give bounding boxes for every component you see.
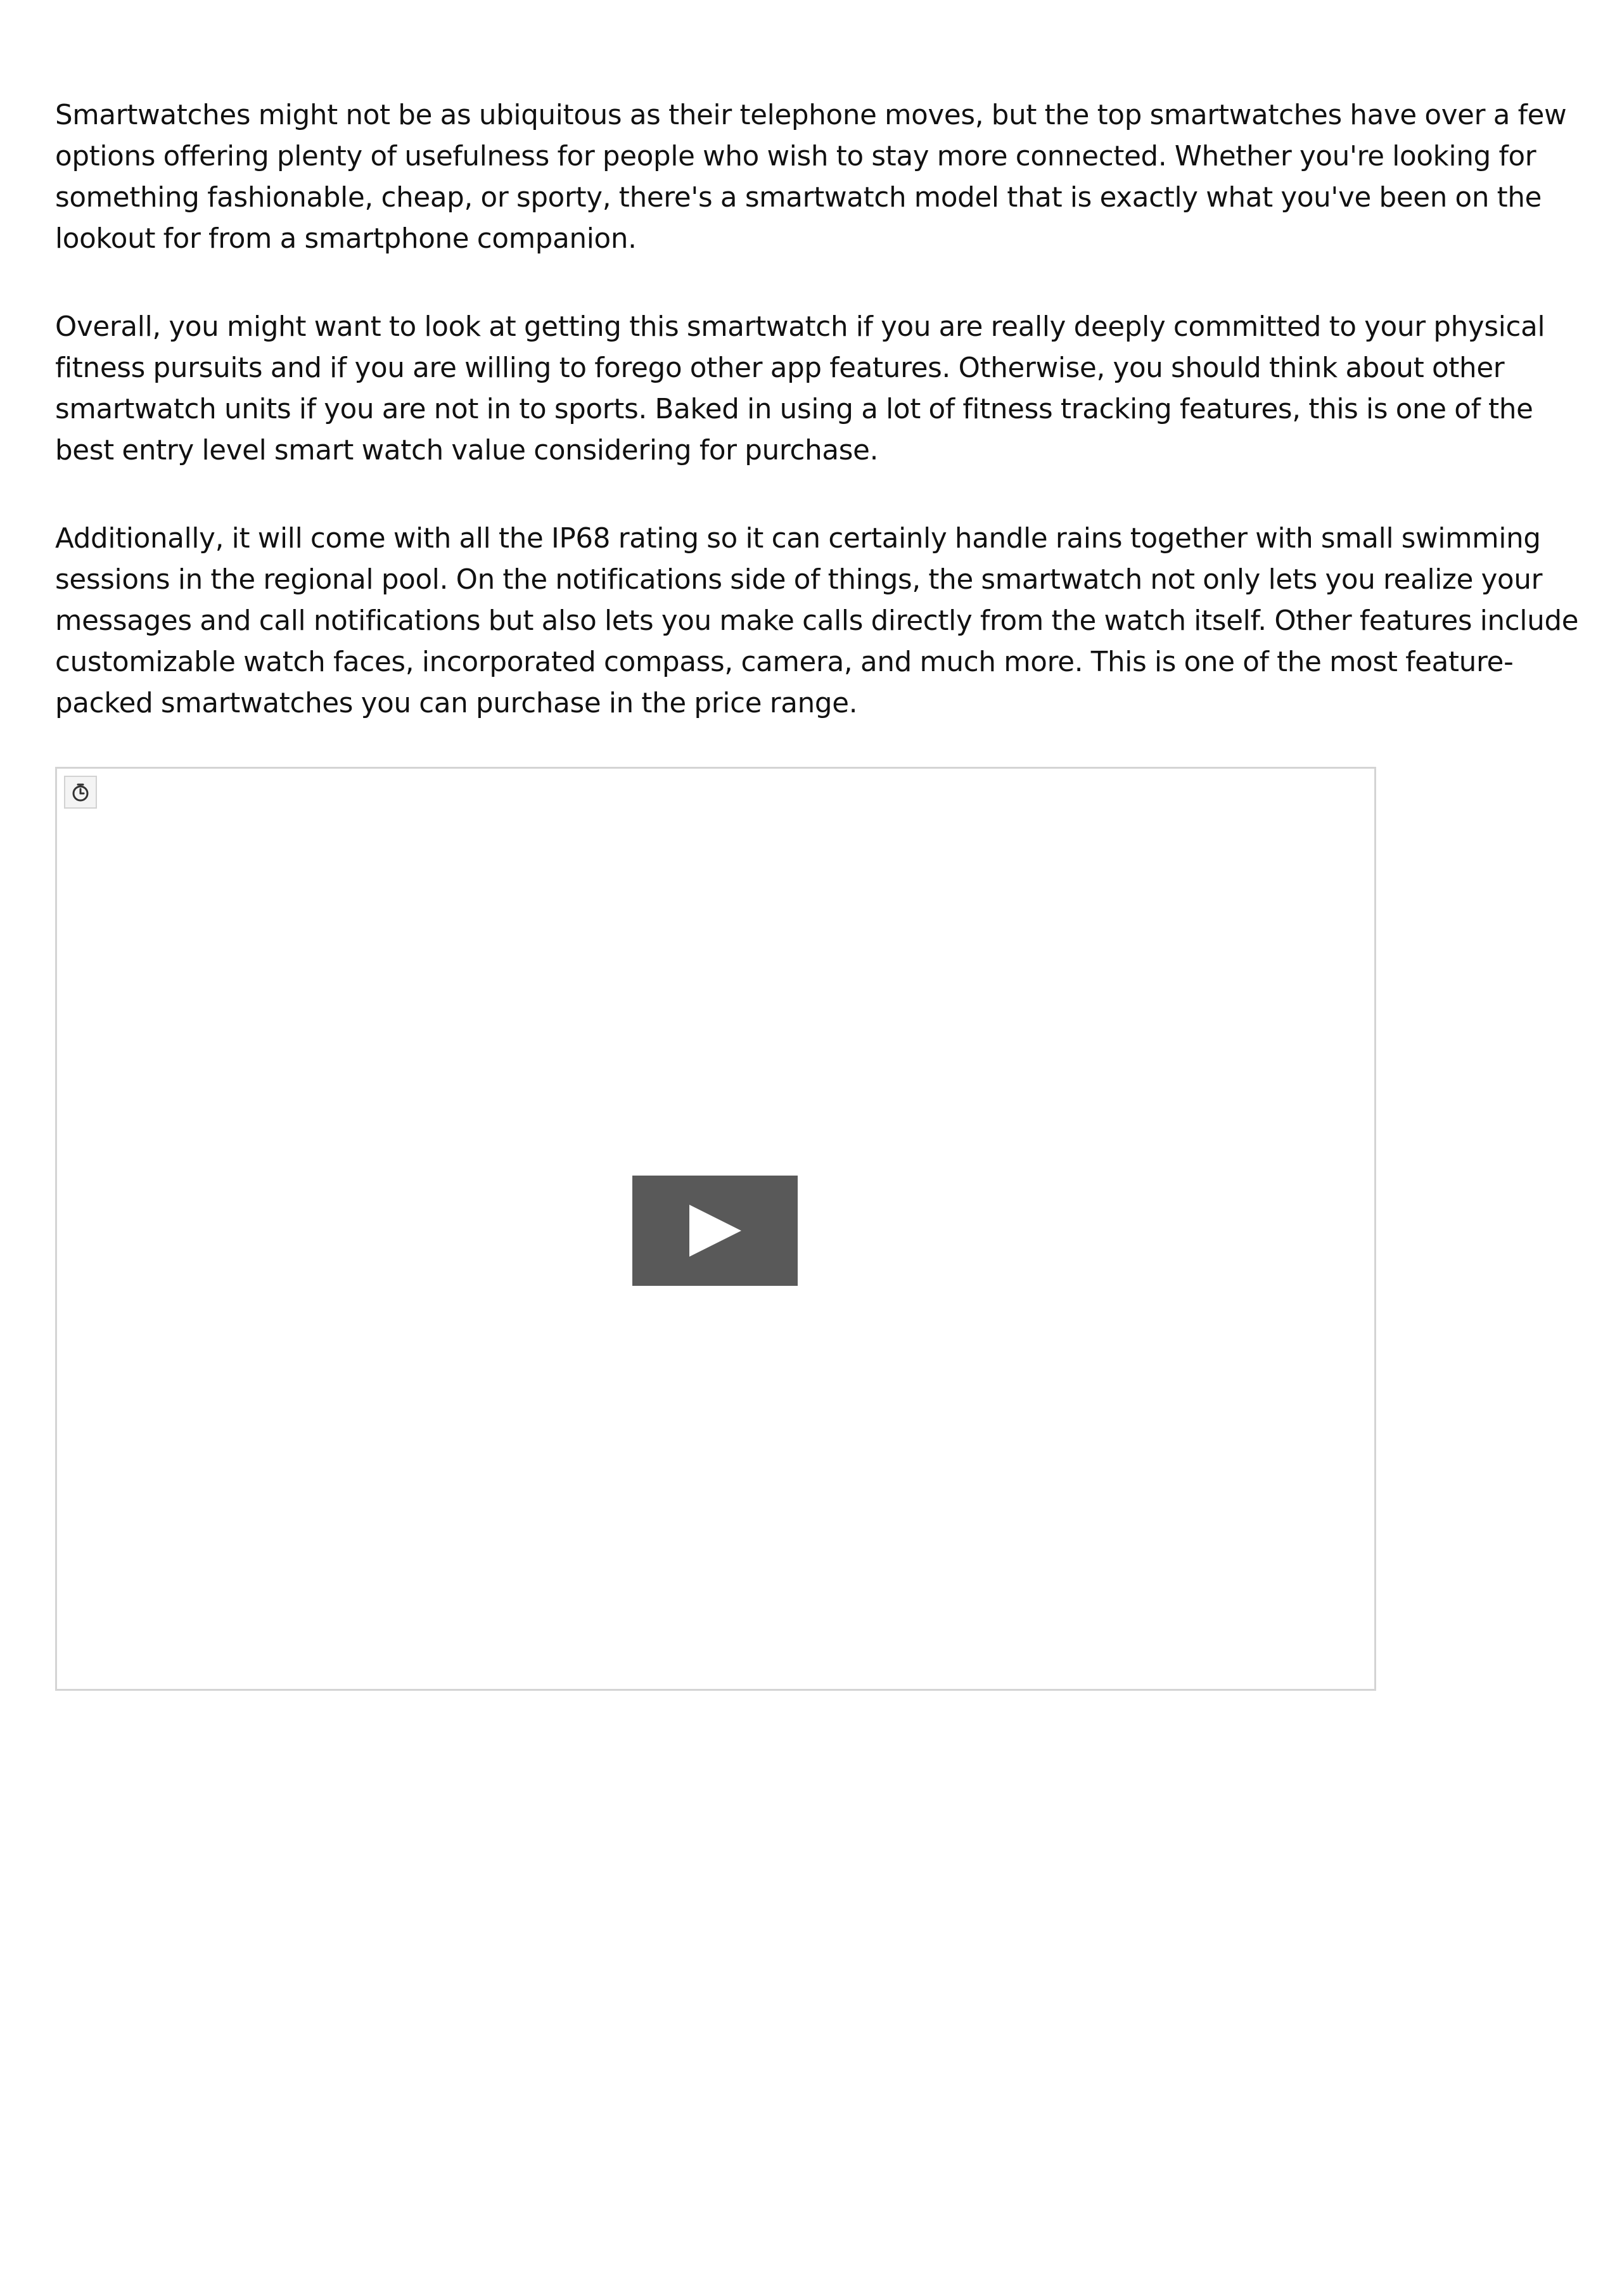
article-paragraph: Overall, you might want to look at getting this smartwatch if you are really deeply committed to your physical fitness pursuits and if you are willing to forego other app features. Otherwise, you should think about other smartwatch units if you are not in to sports. Baked in using a lot of fitness tracking features, this is one of the best entry level smart watch value considering for purchase. [55,311,1545,466]
article-paragraph: Smartwatches might not be as ubiquitous as their telephone moves, but the top smartwatches have over a few options offering plenty of usefulness for people who wish to stay more connected. Whether you're looking for something fashionable, cheap, or sporty, there's a smartwatch model that is exactly what you've been on the lookout for from a smartphone companion. [55,99,1567,255]
article-paragraph: Additionally, it will come with all the IP68 rating so it can certainly handle rains together with small swimming sessions in the regional pool. On the notifications side of things, the smartwatch not only lets you realize your messages and call notifications but also lets you make calls directly from the watch itself. Other features include customizable watch faces, incorporated compass, camera, and much more. This is one of the most feature-packed smartwatches you can purchase in the price range. [55,523,1579,719]
timer-icon[interactable] [64,776,97,809]
play-button[interactable] [632,1176,798,1286]
embedded-video-player[interactable] [55,767,1376,1691]
timer-icon-glyph [70,781,91,803]
play-icon [687,1202,744,1259]
article-body [55,95,1588,771]
